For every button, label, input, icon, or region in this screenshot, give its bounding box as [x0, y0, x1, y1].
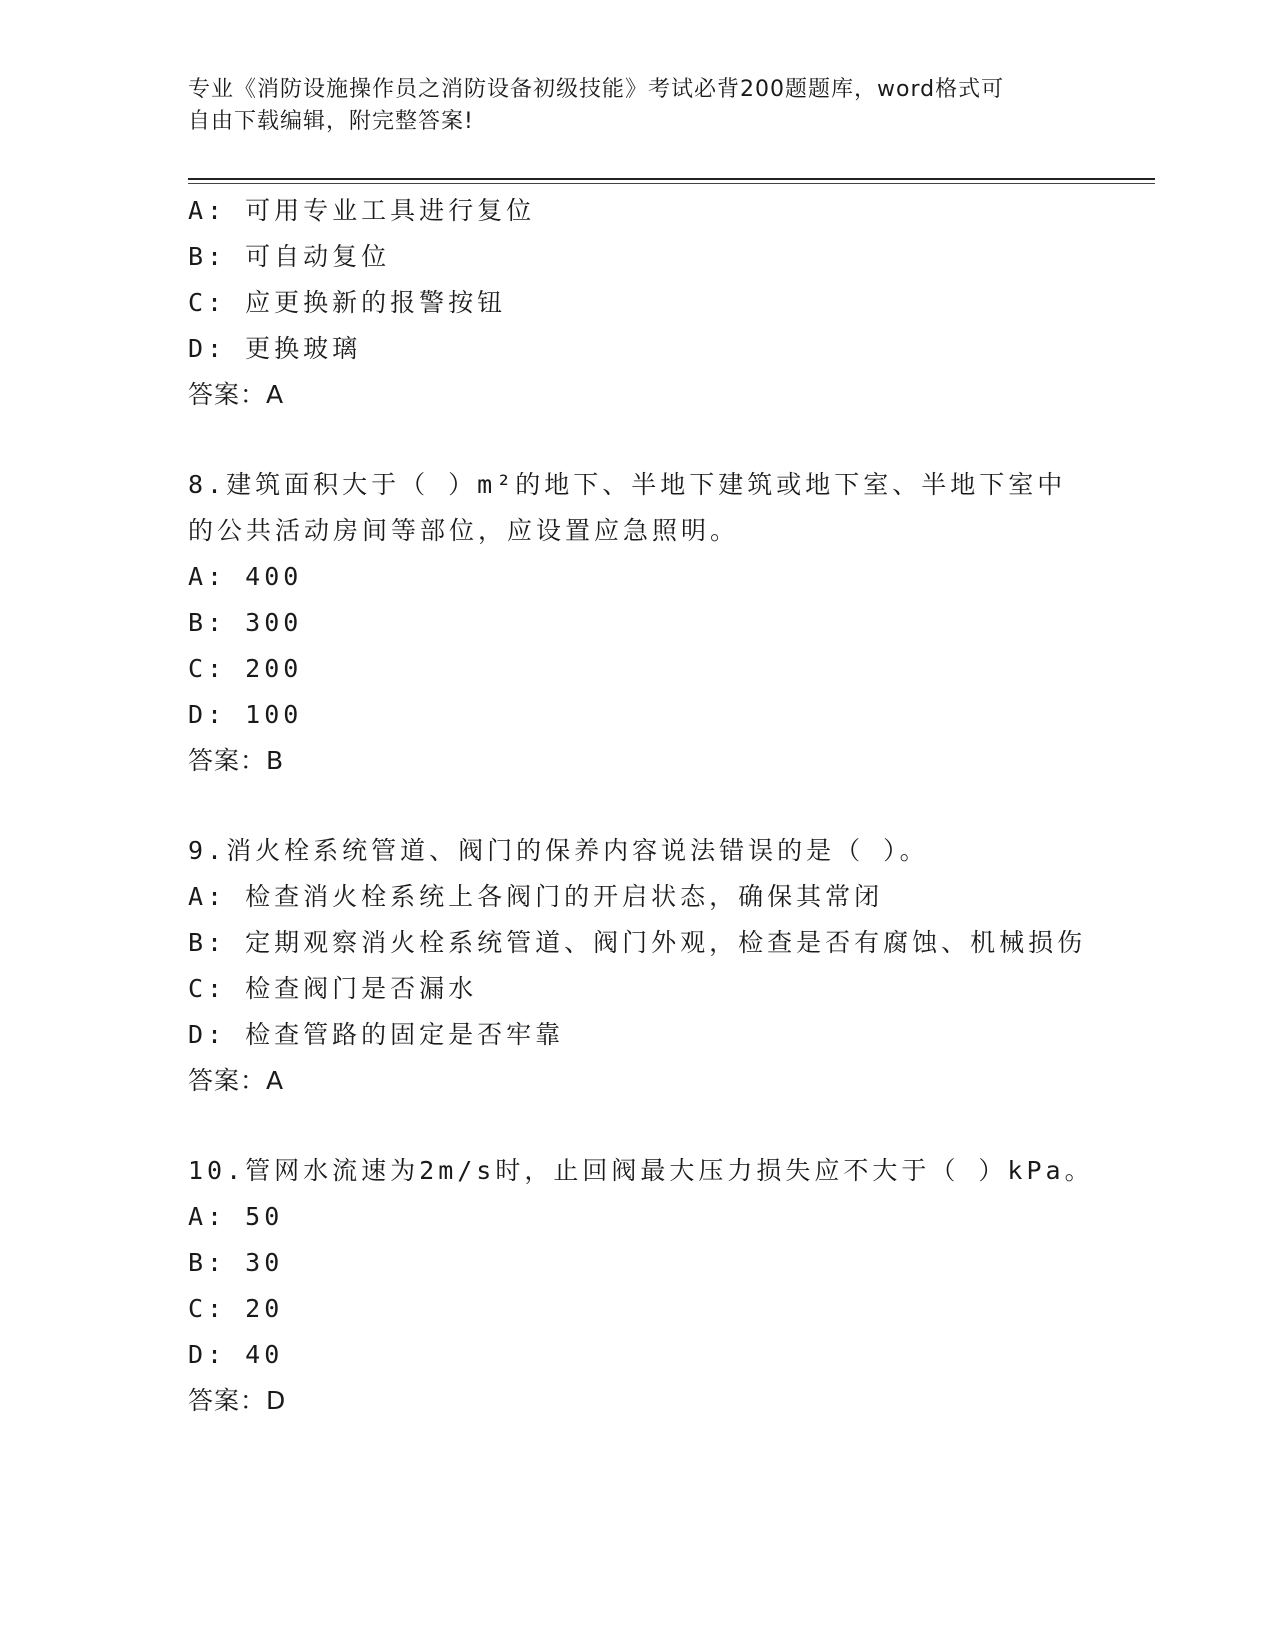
answer-line: 答案：A — [188, 380, 285, 409]
question-8 — [188, 462, 1088, 784]
header-line-2: 自由下载编辑，附完整答案! — [188, 109, 474, 134]
option-d: D: 更换玻璃 — [188, 334, 362, 363]
option-b: B: 300 — [188, 608, 303, 637]
header-divider-thin — [188, 183, 1155, 184]
question-stem-line-1: 10.管网水流速为2m/s时，止回阀最大压力损失应不大于（ ）kPa。 — [188, 1156, 1094, 1185]
spacer — [188, 1104, 1088, 1148]
question-list — [188, 188, 1094, 1424]
header-divider-thick — [188, 178, 1155, 180]
question-9 — [188, 828, 1088, 1104]
option-b: B: 定期观察消火栓系统管道、阀门外观，检查是否有腐蚀、机械损伤 — [188, 928, 1087, 957]
option-a: A: 检查消火栓系统上各阀门的开启状态，确保其常闭 — [188, 882, 884, 911]
question-7 — [188, 188, 1088, 418]
option-a: A: 50 — [188, 1202, 284, 1231]
option-c: C: 应更换新的报警按钮 — [188, 288, 507, 317]
option-a: A: 可用专业工具进行复位 — [188, 196, 536, 225]
question-10 — [188, 1148, 1094, 1424]
option-d: D: 检查管路的固定是否牢靠 — [188, 1020, 565, 1049]
option-c: C: 200 — [188, 654, 303, 683]
question-stem-line-1: 8.建筑面积大于（ ）m²的地下、半地下建筑或地下室、半地下室中 — [188, 470, 1067, 499]
answer-line: 答案：D — [188, 1386, 287, 1415]
option-b: B: 30 — [188, 1248, 284, 1277]
spacer — [188, 418, 1088, 462]
spacer — [188, 784, 1088, 828]
option-c: C: 检查阀门是否漏水 — [188, 974, 478, 1003]
option-a: A: 400 — [188, 562, 303, 591]
answer-line: 答案：B — [188, 746, 285, 775]
option-c: C: 20 — [188, 1294, 284, 1323]
option-b: B: 可自动复位 — [188, 242, 391, 271]
answer-line: 答案：A — [188, 1066, 285, 1095]
question-stem-line-1: 9.消火栓系统管道、阀门的保养内容说法错误的是（ ）。 — [188, 836, 929, 865]
header-line-1: 专业《消防设施操作员之消防设备初级技能》考试必背200题题库，word格式可 — [188, 77, 1005, 102]
option-d: D: 40 — [188, 1340, 284, 1369]
question-stem-line-2: 的公共活动房间等部位，应设置应急照明。 — [188, 516, 740, 545]
option-d: D: 100 — [188, 700, 303, 729]
document-header — [188, 74, 1088, 138]
